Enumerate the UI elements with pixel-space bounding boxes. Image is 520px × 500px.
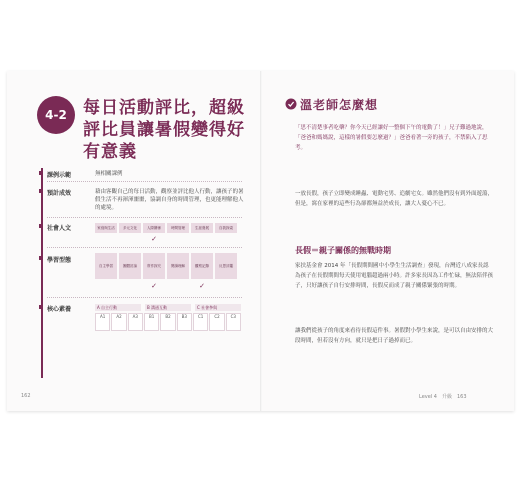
subsection-heading: 長假＝親子關係的無戰時期 bbox=[295, 246, 391, 255]
row-divider bbox=[47, 297, 242, 298]
row-label-social: 社會人文 bbox=[47, 225, 72, 232]
social-cell: 自我探索 bbox=[215, 223, 237, 233]
learning-cell: 團體討論 bbox=[119, 253, 141, 279]
social-checks bbox=[95, 235, 237, 243]
body-paragraph: 家扶基金會 2014 年「長假期間國中小學生生活調查」發現，台灣近八成家長認為孩子在長假期間每天使用電腦超過兩小時。許多家長因為工作忙碌，無法陪伴孩子，只好讓孩子自行安排時間，長假反而成了親子關係緊張的時期。 bbox=[295, 263, 494, 289]
body-paragraph: 一放長假，孩子立即變成睡蟲、電動宅男、追劇宅女。雖然他們沒有到外面遊蕩，但是，窩在家裡的這些行為卻都無益於成長，讓大人憂心不已。 bbox=[295, 191, 494, 207]
page-number-right: Level 4 升級 163 bbox=[419, 394, 467, 400]
section-heading: 溫老師怎麼想 bbox=[300, 98, 379, 112]
check-mark-icon bbox=[167, 235, 189, 243]
learning-cell: 實作探究 bbox=[143, 253, 165, 279]
core-col: C1 bbox=[193, 313, 208, 331]
row-label-demo: 課例示範 bbox=[47, 172, 72, 179]
core-header-a: A 自主行動 bbox=[95, 304, 141, 311]
check-mark-icon bbox=[215, 282, 237, 290]
row-label-learning: 學習型態 bbox=[47, 257, 72, 264]
learning-checks bbox=[95, 282, 237, 290]
social-cell: 生涯發展 bbox=[191, 223, 213, 233]
social-cell: 時間管理 bbox=[167, 223, 189, 233]
core-col: A3 bbox=[128, 313, 143, 331]
check-mark-icon bbox=[119, 235, 141, 243]
row-text-outcome: 藉由客觀自己的每日活動，觀察並評比他人行動，讓孩子的暑假生活不再渾渾噩噩，協調自身的時間管理，也更能理解他人的處境。 bbox=[95, 189, 244, 211]
check-mark-icon: ✓ bbox=[199, 282, 205, 290]
core-competency-table bbox=[95, 304, 241, 331]
teacher-icon bbox=[285, 98, 297, 110]
row-divider bbox=[47, 217, 242, 218]
check-mark-icon bbox=[119, 282, 141, 290]
check-mark-icon: ✓ bbox=[151, 282, 157, 290]
check-mark-icon bbox=[167, 282, 189, 290]
pull-quote: 「思不清楚事者吃藥？你今天已經讓好一整個下午的電動了！」兄子難過地說，「爸爸和媽媽說，這樣的暑假要怎麼過？」爸爸看著一旁的孩子，不禁陷入了思考。 bbox=[295, 125, 488, 151]
chapter-badge: 4-2 bbox=[37, 96, 75, 134]
social-cell: 多元文化 bbox=[119, 223, 141, 233]
row-text-demo: 無相關課例 bbox=[95, 171, 123, 177]
social-grid bbox=[95, 223, 237, 233]
core-columns bbox=[95, 313, 241, 331]
lesson-title: 每日活動評比，超級評比員讓暑假變得好有意義 bbox=[83, 98, 245, 162]
core-col: B1 bbox=[144, 313, 159, 331]
row-divider bbox=[47, 181, 242, 182]
learning-cell: 閱讀理解 bbox=[167, 253, 189, 279]
check-mark-icon bbox=[95, 235, 117, 243]
learning-cell: 反思評鑑 bbox=[215, 253, 237, 279]
core-header-row bbox=[95, 304, 241, 311]
check-mark-icon bbox=[215, 235, 237, 243]
core-col: A2 bbox=[111, 313, 126, 331]
check-mark-icon bbox=[191, 235, 213, 243]
book-spread bbox=[7, 71, 514, 411]
row-divider bbox=[47, 247, 242, 248]
body-paragraph: 讓我們從孩子的角度來看待長假這件事。暑假對小學生來說，是可以自由安排的大段時間，但若沒有方向，就只是把日子過掉而已。 bbox=[295, 328, 494, 344]
core-col: C3 bbox=[226, 313, 241, 331]
core-header-b: B 溝通互動 bbox=[145, 304, 191, 311]
check-mark-icon: ✓ bbox=[151, 235, 157, 243]
page-number-left: 162 bbox=[21, 393, 31, 399]
learning-cell: 觀察記錄 bbox=[191, 253, 213, 279]
core-col: B3 bbox=[177, 313, 192, 331]
core-col: B2 bbox=[160, 313, 175, 331]
learning-cell: 自主學習 bbox=[95, 253, 117, 279]
core-col: C2 bbox=[209, 313, 224, 331]
check-mark-icon bbox=[95, 282, 117, 290]
timeline-spine bbox=[41, 168, 43, 378]
social-cell: 家庭與生活 bbox=[95, 223, 117, 233]
page-gutter bbox=[260, 71, 262, 411]
learning-grid bbox=[95, 253, 237, 279]
row-label-core: 核心素養 bbox=[47, 306, 72, 313]
core-header-c: C 社會參與 bbox=[195, 304, 241, 311]
social-cell: 人際關係 bbox=[143, 223, 165, 233]
core-col: A1 bbox=[95, 313, 110, 331]
row-label-outcome: 預計成效 bbox=[47, 190, 72, 197]
